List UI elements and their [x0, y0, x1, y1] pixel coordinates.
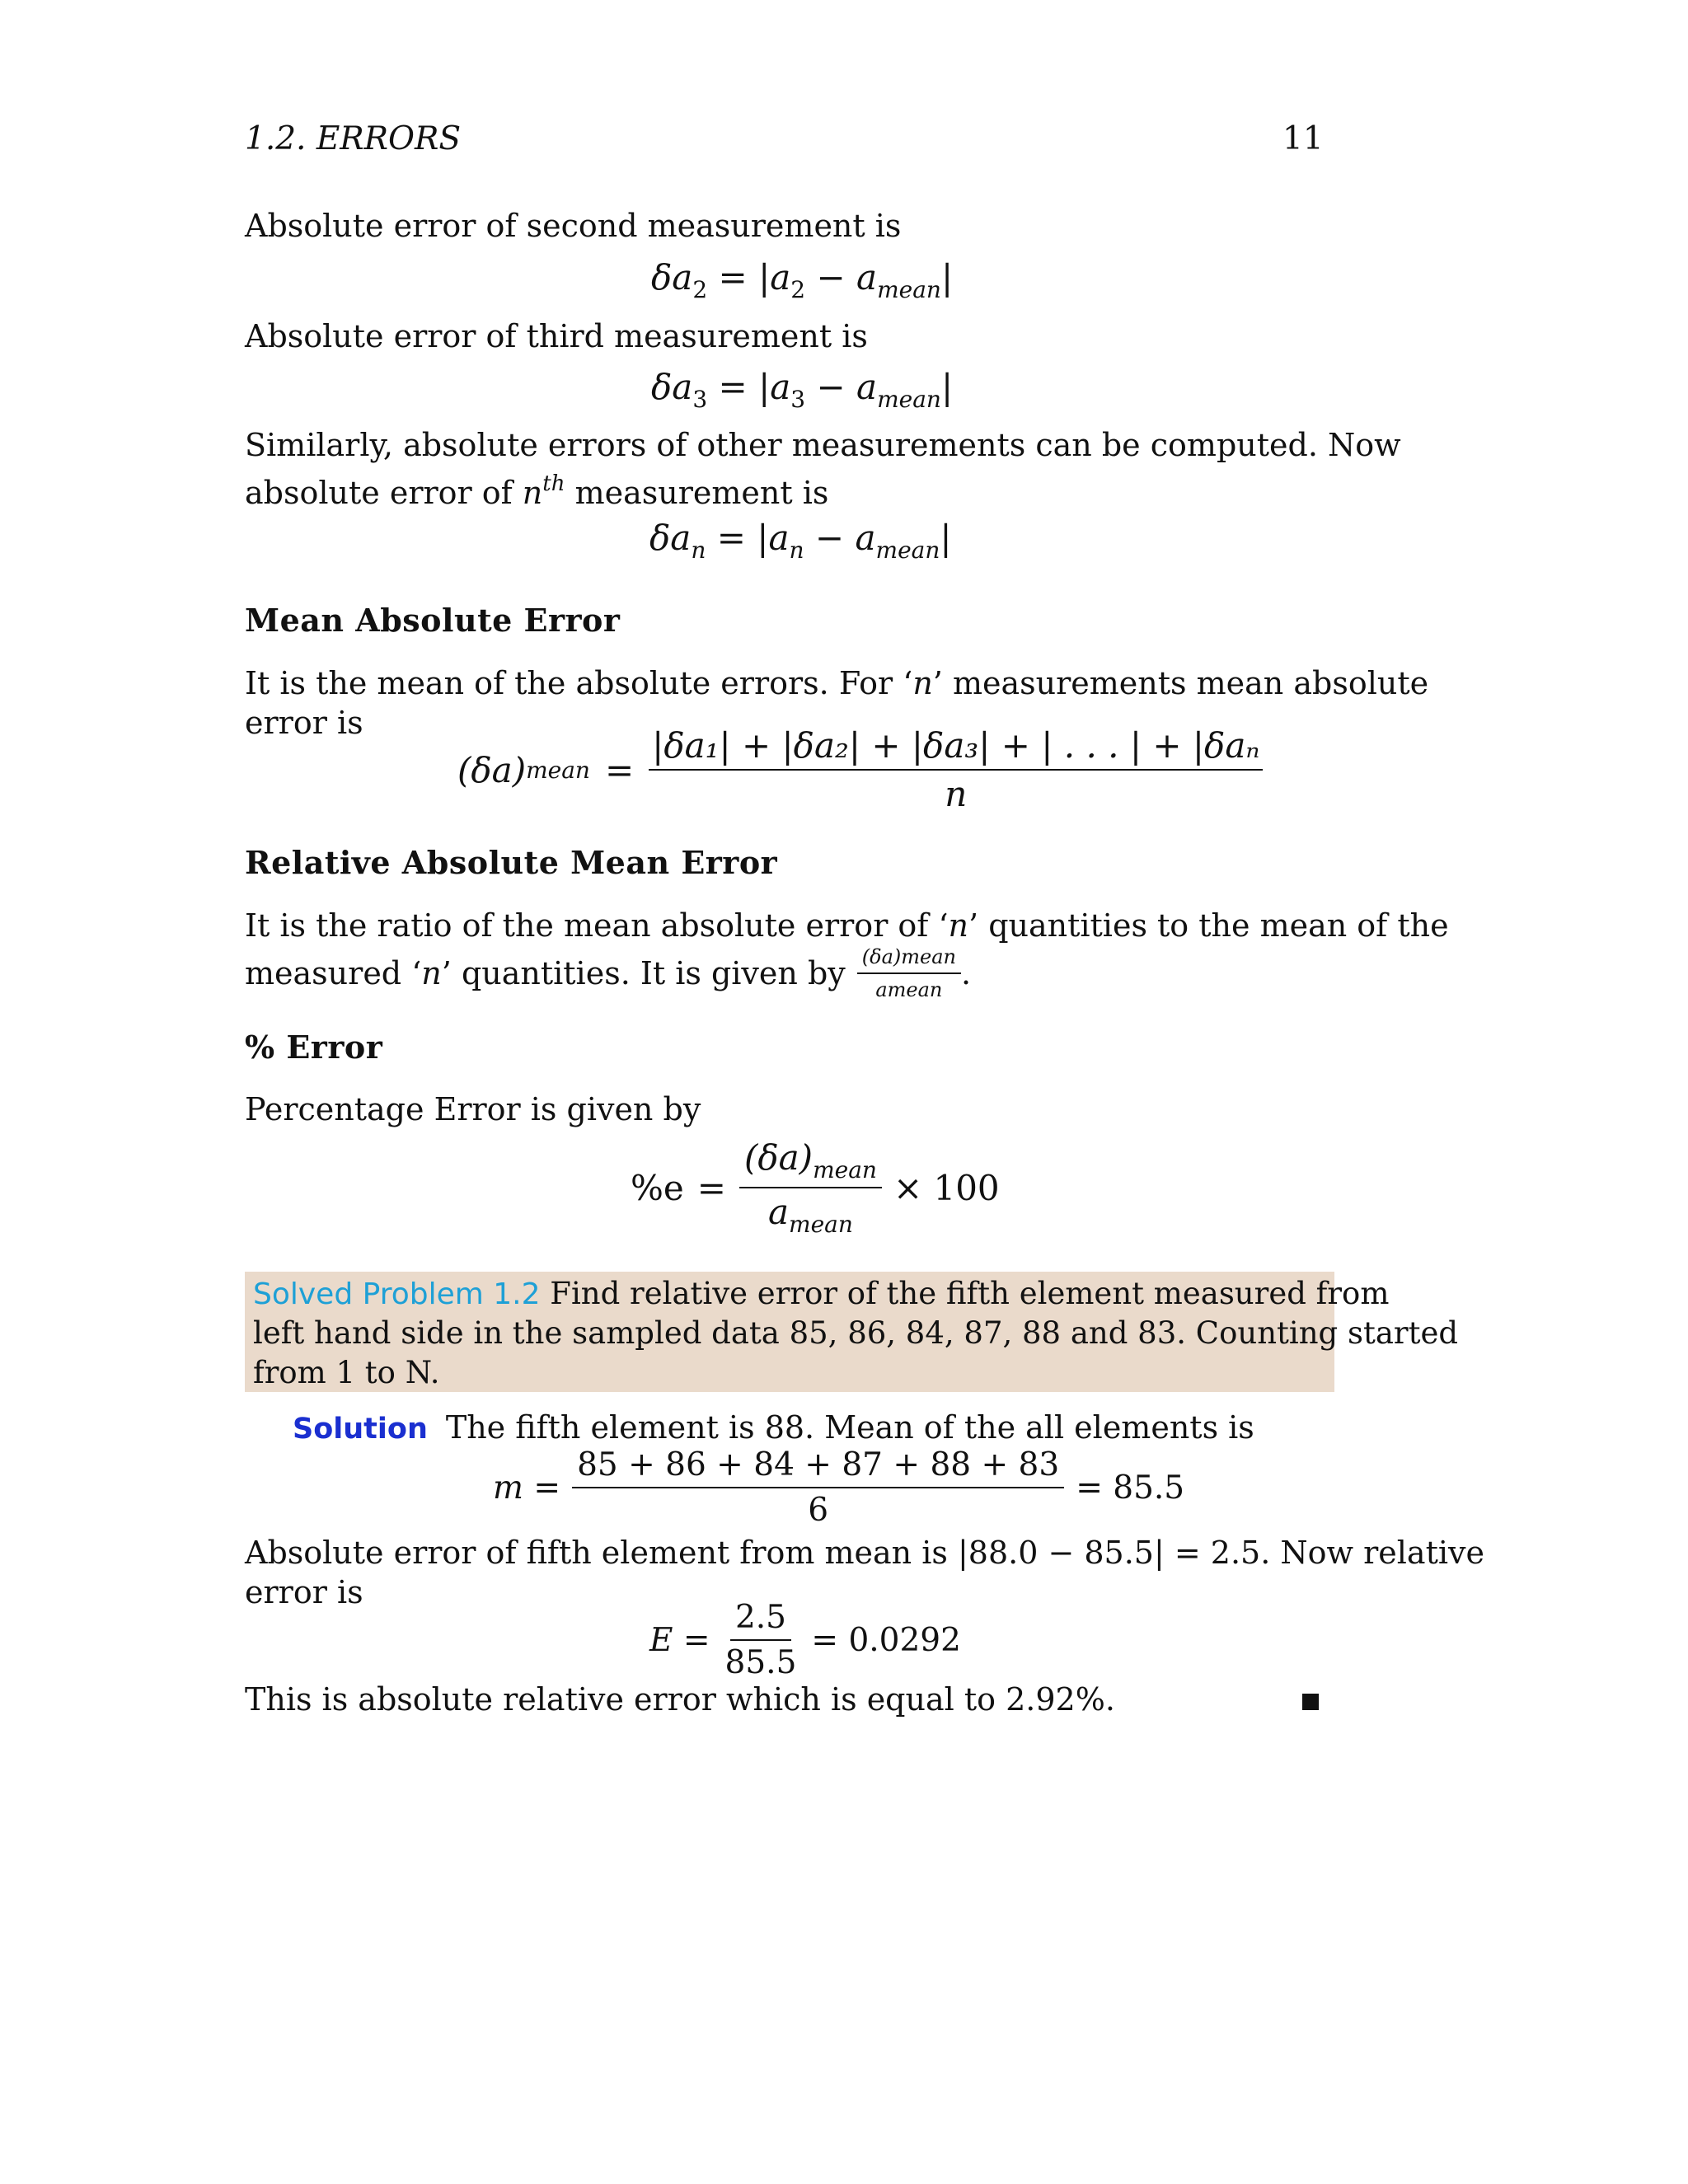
- equation-mean-abs-error: [457, 725, 1263, 814]
- fraction-denominator: n: [945, 774, 968, 814]
- eq-mean-sub: mean: [875, 537, 940, 564]
- math-n: n: [912, 665, 933, 701]
- eq-lhs-sub: n: [691, 537, 706, 564]
- period: .: [960, 955, 972, 991]
- eq-a: a: [770, 257, 791, 298]
- para-mean-abs-error-line2: error is: [245, 705, 363, 741]
- fraction-denominator: 6: [808, 1492, 829, 1529]
- running-header-section: 1.2. ERRORS: [245, 120, 462, 157]
- eq-sign: =: [718, 257, 748, 298]
- text-span: It is the mean of the absolute errors. For ‘: [245, 665, 913, 701]
- heading-percent-error: % Error: [245, 1029, 383, 1066]
- equation-mean-m: [493, 1446, 1184, 1529]
- math-n: n: [948, 907, 969, 944]
- para-relative-error-line1: [245, 906, 1449, 945]
- text-span: It is the ratio of the mean absolute error of ‘: [245, 907, 949, 944]
- eq-lhs: (δa): [457, 749, 527, 790]
- solution-label: Solution: [293, 1413, 428, 1446]
- final-statement: This is absolute relative error which is equal to 2.92%.: [245, 1681, 1115, 1718]
- abs-bar: |: [940, 367, 954, 407]
- text-span: The fifth element is 88. Mean of the all elements is: [445, 1409, 1254, 1446]
- eq-mean-sub: mean: [877, 386, 941, 413]
- page-number: 11: [1282, 120, 1324, 157]
- text-span: measured ‘: [245, 955, 422, 991]
- minus-sign: −: [816, 367, 846, 407]
- eq-lhs: δa: [651, 367, 693, 407]
- eq-a-sub: n: [789, 537, 804, 564]
- eq-mean: a: [856, 367, 878, 407]
- eq-mean: a: [855, 518, 876, 558]
- eq-result: = 85.5: [1076, 1469, 1185, 1507]
- para-similarly-line1: Similarly, absolute errors of other measurements can be computed. Now: [245, 427, 1401, 463]
- text-span: Find relative error of the fifth element measured from: [540, 1276, 1390, 1311]
- fraction-numerator: 85 + 86 + 84 + 87 + 88 + 83: [572, 1446, 1064, 1488]
- fraction-denominator: [763, 1188, 858, 1238]
- abs-error-line1: Absolute error of fifth element from mean is |88.0 − 85.5| = 2.5. Now relative: [245, 1535, 1484, 1571]
- text-span: measurement is: [565, 475, 829, 511]
- num-text: (δa): [743, 1137, 814, 1178]
- eq-mean-sub: mean: [877, 276, 941, 303]
- fraction: [649, 725, 1263, 814]
- fraction-denominator: 85.5: [724, 1644, 797, 1681]
- para-similarly-line2: [245, 464, 828, 513]
- para-percent-error: Percentage Error is given by: [245, 1091, 701, 1127]
- superscript-th: th: [542, 471, 565, 496]
- math-n: n: [522, 475, 543, 511]
- eq-mean: a: [856, 257, 878, 298]
- inline-fraction: [857, 944, 961, 1002]
- fraction: [720, 1599, 802, 1681]
- fraction-denominator: amean: [875, 978, 943, 1001]
- abs-bar: |: [758, 257, 771, 298]
- eq-lhs: %e: [631, 1167, 684, 1208]
- eq-lhs: E =: [649, 1621, 710, 1659]
- para-third-abs-error: Absolute error of third measurement is: [245, 318, 868, 354]
- eq-a-sub: 3: [790, 386, 806, 413]
- eq-sign: =: [716, 518, 746, 558]
- eq-a: a: [768, 518, 790, 558]
- eq-sign: =: [718, 367, 748, 407]
- eq-sign: =: [696, 1167, 726, 1208]
- equation-delta-an: [649, 518, 952, 564]
- eq-lhs: m =: [493, 1469, 561, 1507]
- text-span: ’ measurements mean absolute: [932, 665, 1429, 701]
- text-span: ’ quantities. It is given by: [441, 955, 846, 991]
- fraction-numerator: (δa)mean: [857, 944, 961, 974]
- equation-percent-error: [631, 1137, 1000, 1238]
- fraction: [739, 1137, 882, 1238]
- heading-relative-absolute-mean-error: Relative Absolute Mean Error: [245, 844, 778, 881]
- fraction: [572, 1446, 1064, 1529]
- eq-lhs-sub: mean: [526, 756, 590, 784]
- text-span: absolute error of: [245, 475, 523, 511]
- para-mean-abs-error-line1: [245, 663, 1428, 703]
- solved-problem-line2: left hand side in the sampled data 85, 86, 84, 87, 88 and 83. Counting started: [253, 1315, 1459, 1351]
- solved-problem-label: Solved Problem 1.2: [253, 1277, 541, 1311]
- equation-delta-a3: [651, 367, 953, 413]
- times-100: × 100: [893, 1167, 1000, 1208]
- text-span: ’ quantities to the mean of the: [968, 907, 1449, 944]
- equation-delta-a2: [651, 257, 953, 303]
- eq-sign: =: [604, 749, 635, 790]
- eq-lhs-sub: 3: [692, 386, 708, 413]
- minus-sign: −: [816, 257, 846, 298]
- fraction-numerator: [739, 1137, 882, 1188]
- solution-line: [293, 1408, 1254, 1449]
- den-text: a: [768, 1192, 790, 1232]
- eq-a: a: [770, 367, 791, 407]
- abs-bar: |: [940, 257, 954, 298]
- abs-bar: |: [757, 518, 769, 558]
- num-sub: mean: [813, 1156, 877, 1183]
- eq-lhs: δa: [651, 257, 693, 298]
- heading-mean-absolute-error: Mean Absolute Error: [245, 602, 621, 639]
- eq-lhs: δa: [649, 518, 692, 558]
- math-n: n: [421, 955, 442, 991]
- abs-bar: |: [940, 518, 952, 558]
- para-second-abs-error: Absolute error of second measurement is: [245, 208, 902, 244]
- den-sub: mean: [789, 1211, 853, 1238]
- solved-problem-line3: from 1 to N.: [253, 1355, 440, 1390]
- eq-lhs-sub: 2: [692, 276, 708, 303]
- qed-square-icon: [1302, 1694, 1319, 1710]
- para-relative-error-line2: [245, 944, 971, 1002]
- equation-relative-E: [649, 1599, 961, 1681]
- eq-result: = 0.0292: [811, 1621, 961, 1659]
- fraction-numerator: |δa₁| + |δa₂| + |δa₃| + | . . . | + |δaₙ: [649, 725, 1263, 771]
- abs-bar: |: [758, 367, 771, 407]
- fraction-numerator: 2.5: [730, 1599, 791, 1641]
- eq-a-sub: 2: [790, 276, 806, 303]
- solved-problem-line1: [253, 1274, 1389, 1315]
- abs-error-line2: error is: [245, 1574, 363, 1610]
- minus-sign: −: [814, 518, 845, 558]
